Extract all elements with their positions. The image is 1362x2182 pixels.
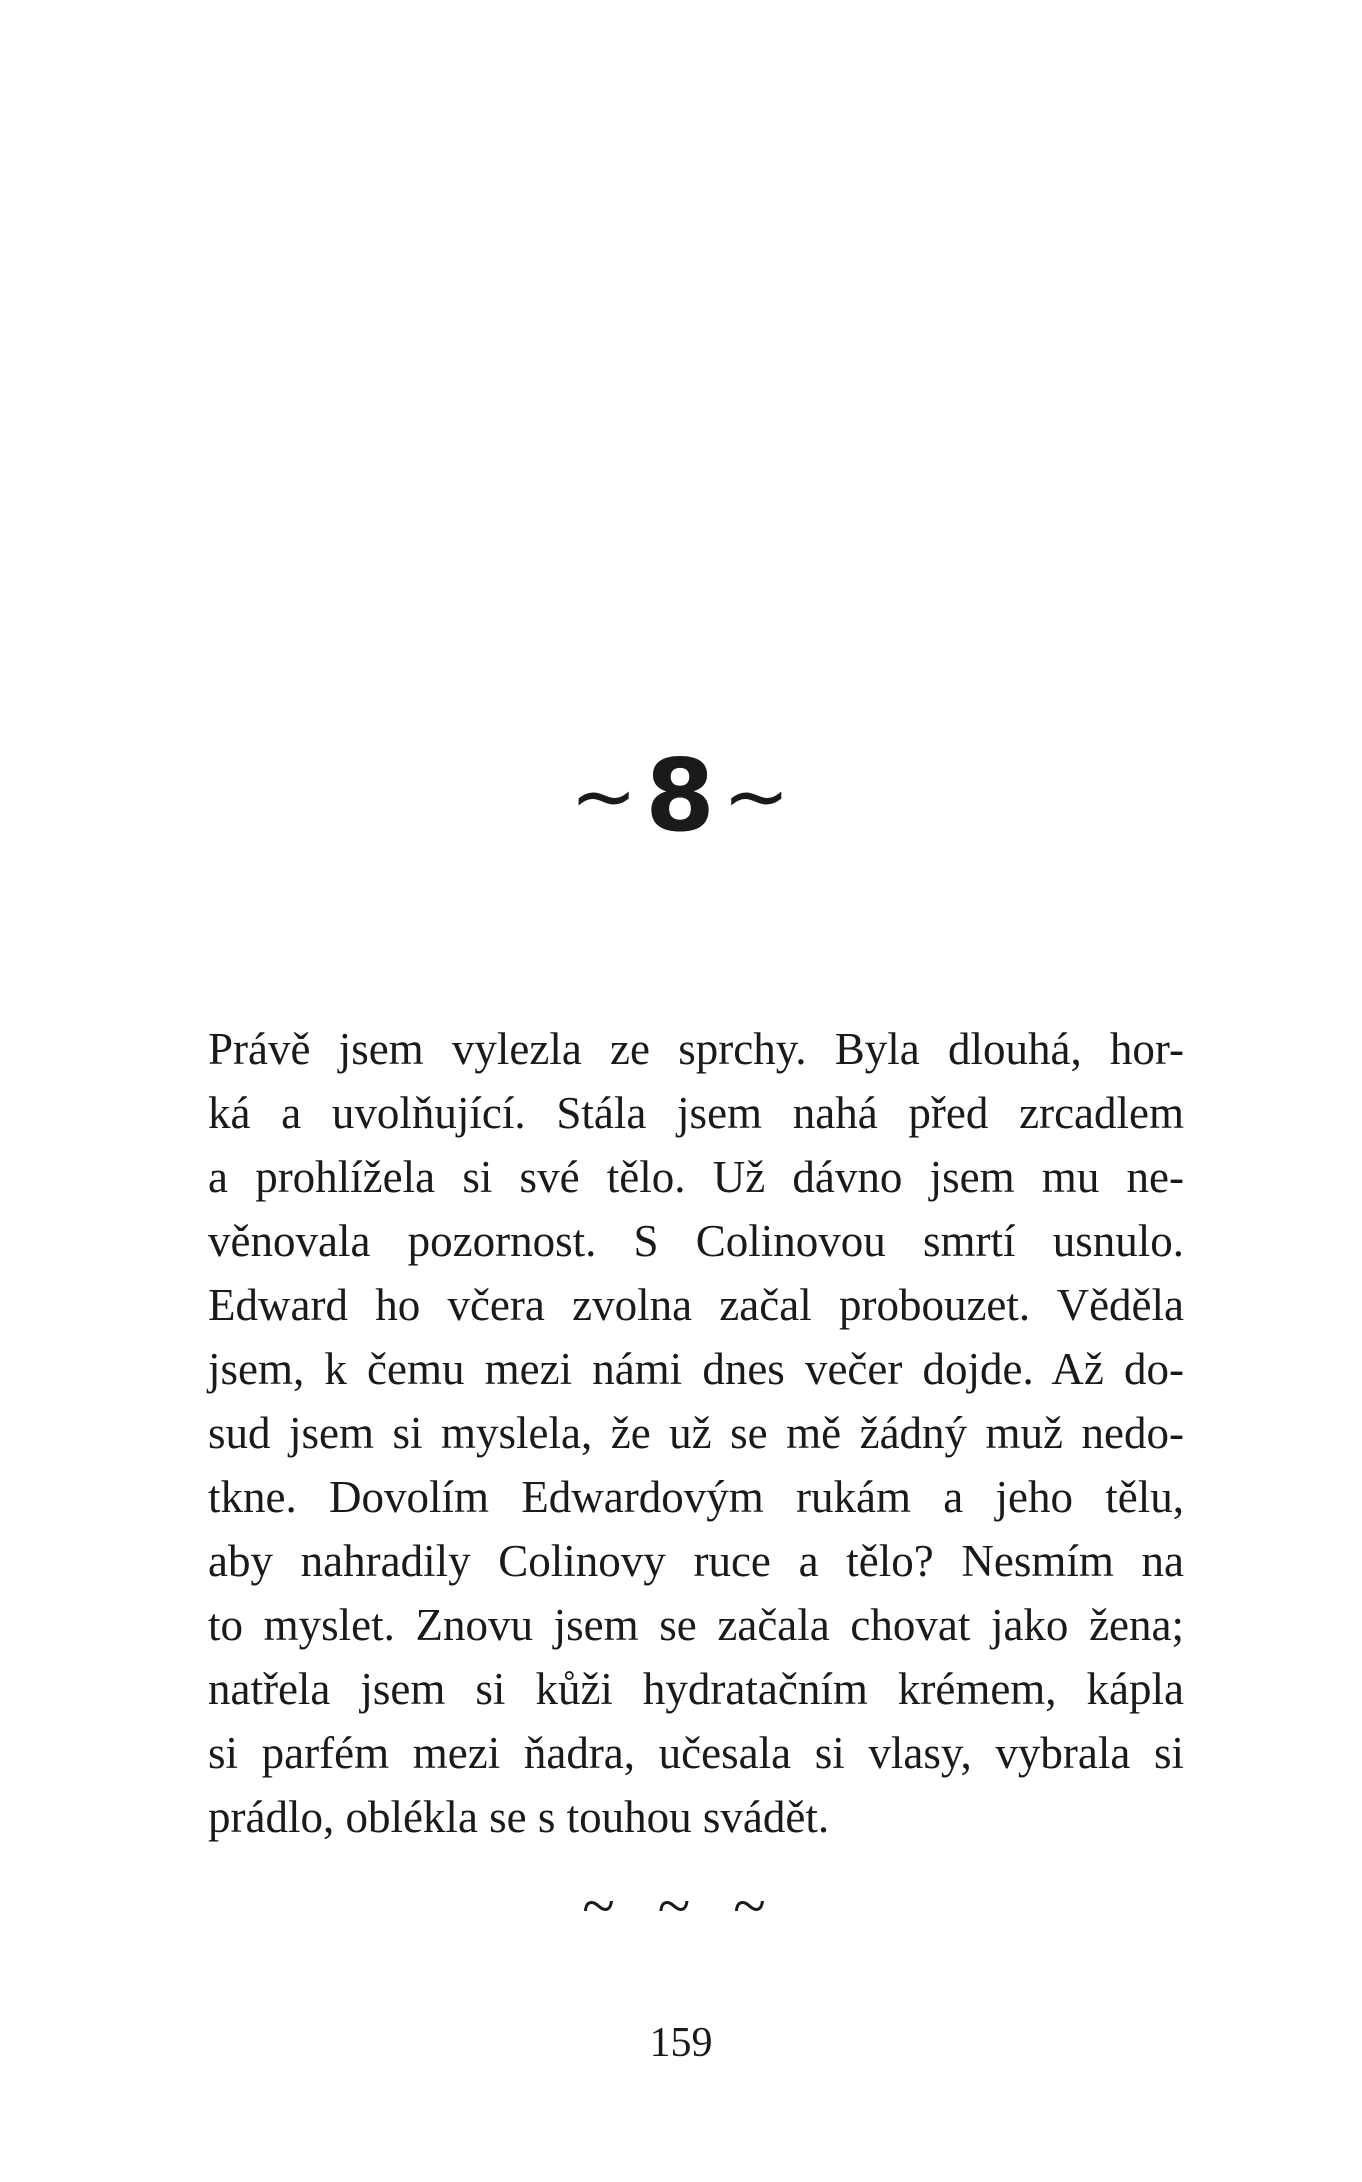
text-line: jsem, k čemu mezi námi dnes večer dojde. Až do-: [208, 1344, 1184, 1394]
text-line: to myslet. Znovu jsem se začala chovat jako žena;: [208, 1600, 1184, 1650]
text-line: sud jsem si myslela, že už se mě žádný muž nedo-: [208, 1408, 1184, 1458]
page-number: 159: [649, 2020, 713, 2066]
body-paragraph: [208, 1017, 1184, 1849]
text-line: natřela jsem si kůži hydratačním krémem, kápla: [208, 1664, 1184, 1714]
text-line: Právě jsem vylezla ze sprchy. Byla dlouhá, hor-: [208, 1024, 1184, 1074]
text-line: prádlo, oblékla se s touhou svádět.: [208, 1792, 830, 1842]
chapter-tilde-right: ~: [722, 750, 792, 843]
chapter-number: 8: [645, 737, 717, 854]
chapter-tilde-left: ~: [570, 750, 640, 843]
chapter-heading: [0, 736, 1362, 857]
section-break: ~ ~ ~: [582, 1873, 780, 1939]
text-line: si parfém mezi ňadra, učesala si vlasy, vybrala si: [208, 1728, 1184, 1778]
text-line: ká a uvolňující. Stála jsem nahá před zrcadlem: [208, 1088, 1184, 1138]
text-line: tkne. Dovolím Edwardovým rukám a jeho tělu,: [208, 1472, 1184, 1522]
text-line: a prohlížela si své tělo. Už dávno jsem mu ne-: [208, 1152, 1184, 1202]
text-line: věnovala pozornost. S Colinovou smrtí usnulo.: [208, 1216, 1184, 1266]
text-line: Edward ho včera zvolna začal probouzet. Věděla: [208, 1280, 1184, 1330]
text-line: aby nahradily Colinovy ruce a tělo? Nesmím na: [208, 1536, 1184, 1586]
